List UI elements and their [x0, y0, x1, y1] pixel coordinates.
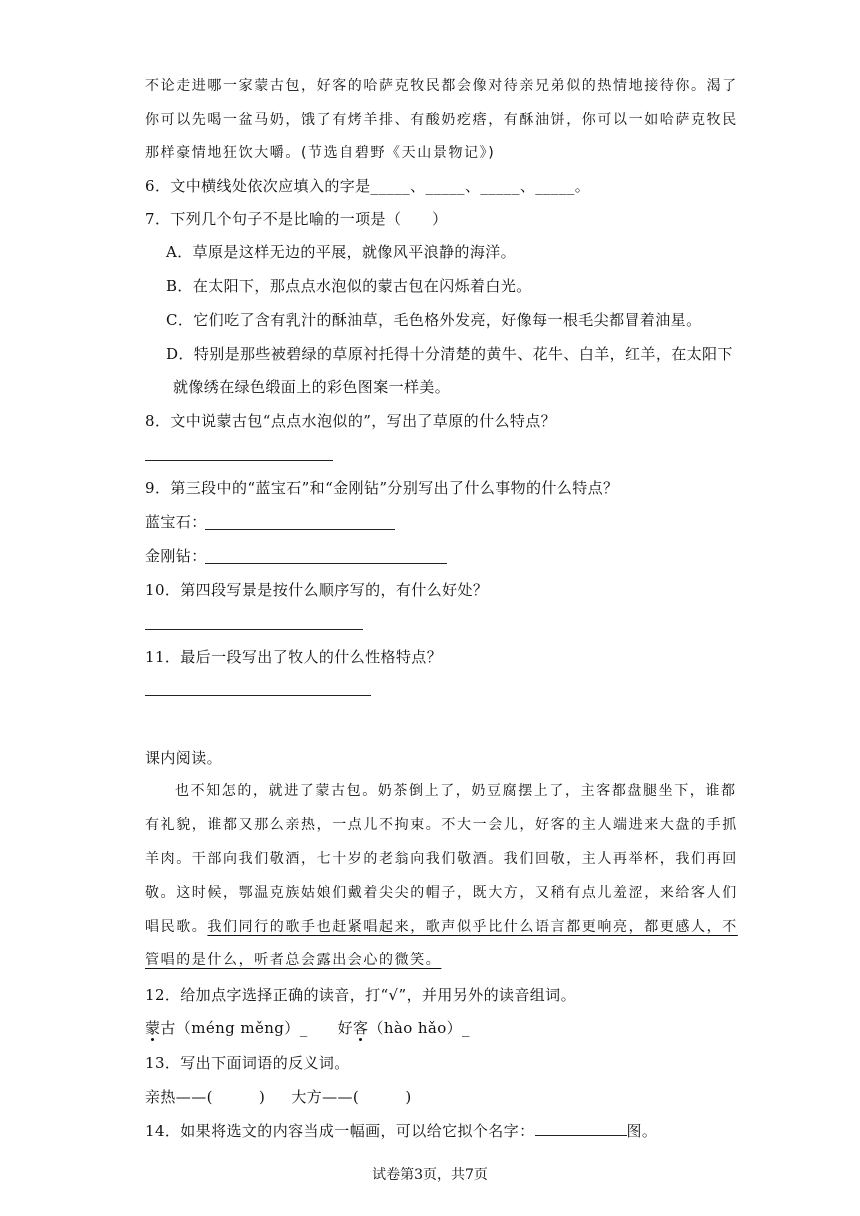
pinyin-choice[interactable]: 古（méng měng）_ — [160, 1019, 308, 1037]
answer-line[interactable] — [145, 629, 363, 630]
page-footer: 试卷第3页，共7页 — [372, 1167, 488, 1183]
option-c: C．它们吃了含有乳汁的酥油草，毛色格外发亮，好像每一根毛尖都冒着油星。 — [166, 311, 702, 329]
option-d-line2: 就像绣在绿色缎面上的彩色图案一样美。 — [173, 378, 451, 396]
passage-line: 那样豪情地狂饮大嚼。(节选自碧野《天山景物记》) — [145, 145, 496, 161]
question-14-stem: 14．如果将选文的内容当成一幅画，可以给它拟个名字： — [145, 1122, 535, 1140]
option-d-line1: D．特别是那些被碧绿的草原衬托得十分清楚的黄牛、花牛、白羊，红羊，在太阳下 — [166, 345, 733, 363]
question-10: 10．第四段写景是按什么顺序写的，有什么好处？ — [145, 581, 489, 599]
passage-line-mixed — [145, 917, 738, 937]
passage-line-underlined — [145, 950, 441, 970]
answer-line[interactable] — [205, 529, 395, 530]
plain-char: 好 — [337, 1019, 354, 1037]
answer-line[interactable] — [205, 563, 447, 564]
passage-line: 不论走进哪一家蒙古包，好客的哈萨克牧民都会像对待亲兄弟似的热情地接待你。渴了 — [145, 78, 738, 94]
question-6: 6．文中横线处依次应填入的字是_____、_____、_____、_____。 — [145, 177, 591, 195]
question-14-suffix: 图。 — [626, 1122, 658, 1140]
title-blank[interactable] — [535, 1121, 627, 1136]
option-b: B．在太阳下，那点点水泡似的蒙古包在闪烁着白光。 — [166, 277, 532, 295]
dotted-char: 客 — [353, 1019, 369, 1037]
pinyin-choice[interactable]: （hào hǎo）_ — [368, 1019, 470, 1037]
antonym-item[interactable]: 大方——( ) — [291, 1088, 412, 1106]
sapphire-label: 蓝宝石： — [145, 513, 207, 531]
question-14 — [145, 1121, 657, 1141]
passage-text: 唱民歌。 — [145, 919, 208, 935]
passage-line: 羊肉。干部向我们敬酒，七十岁的老翁向我们敬酒。我们回敬，主人再举杯，我们再回 — [145, 851, 738, 867]
passage-line: 敬。这时候，鄂温克族姑娘们戴着尖尖的帽子，既大方，又稍有点儿羞涩，来给客人们 — [145, 885, 738, 901]
passage-line: 也不知怎的，就进了蒙古包。奶茶倒上了，奶豆腐摆上了，主客都盘腿坐下，谁都 — [175, 783, 737, 799]
question-7-stem: 7．下列几个句子不是比喻的一项是（ ） — [145, 210, 448, 228]
section-title: 课内阅读。 — [145, 749, 223, 767]
underlined-sentence: 管唱的是什么，听者总会露出会心的微笑。 — [145, 952, 442, 968]
answer-line[interactable] — [145, 695, 371, 696]
answer-line[interactable] — [145, 460, 333, 461]
diamond-label: 金刚钻： — [145, 547, 207, 565]
question-13-items — [145, 1087, 412, 1107]
dotted-char: 蒙 — [145, 1019, 161, 1037]
question-8: 8．文中说蒙古包“点点水泡似的”，写出了草原的什么特点？ — [145, 412, 557, 430]
option-a: A．草原是这样无边的平展，就像风平浪静的海洋。 — [166, 243, 517, 261]
question-13-stem: 13．写出下面词语的反义词。 — [145, 1054, 350, 1072]
question-12-stem: 12．给加点字选择正确的读音，打“√”，并用另外的读音组词。 — [145, 986, 576, 1004]
passage-line: 你可以先喝一盆马奶，饿了有烤羊排、有酸奶疙瘩，有酥油饼，你可以一如哈萨克牧民 — [145, 112, 738, 128]
question-12-items — [145, 1018, 470, 1038]
underlined-sentence: 我们同行的歌手也赶紧唱起来，歌声似乎比什么语言都更响亮，都更感人，不 — [207, 919, 738, 935]
question-11: 11．最后一段写出了牧人的什么性格特点？ — [145, 648, 443, 666]
passage-line: 有礼貌，谁都又那么亲热，一点儿不拘束。不大一会儿，好客的主人端进来大盘的手抓 — [145, 817, 738, 833]
antonym-item[interactable]: 亲热——( ) — [145, 1088, 266, 1106]
question-9-stem: 9．第三段中的“蓝宝石”和“金刚钻”分别写出了什么事物的什么特点？ — [145, 479, 619, 497]
